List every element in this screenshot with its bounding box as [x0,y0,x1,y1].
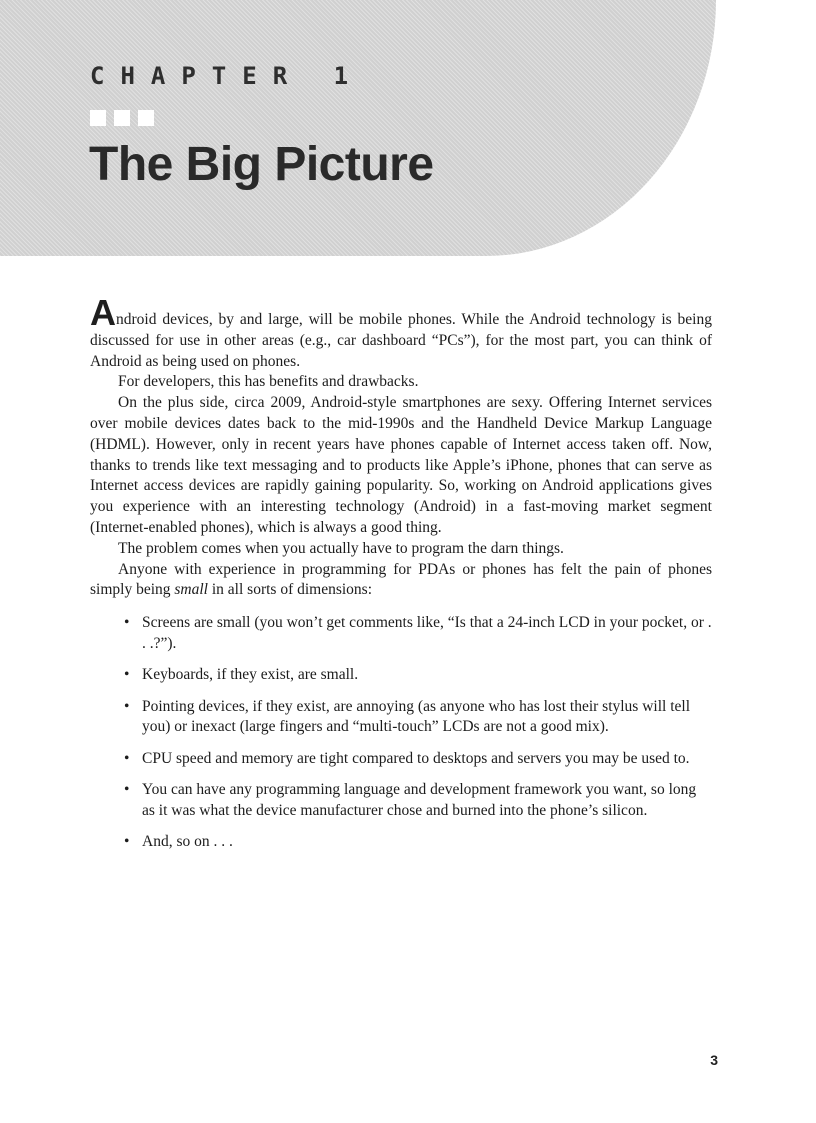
chapter-label: CHAPTER 1 [90,62,365,90]
ornament-square [138,110,154,126]
paragraph-intro-text: ndroid devices, by and large, will be mobile phones. While the Android technology is being discussed for use in other areas (e.g., car dashboard “PCs”), for the most part, you can think of Android as being used on phones. [90,311,712,370]
paragraph [90,560,712,602]
chapter-banner [0,0,716,256]
bullet-item: • And, so on . . . [90,832,712,853]
chapter-title: The Big Picture [89,138,434,191]
paragraph: The problem comes when you actually have to program the darn things. [118,539,564,557]
bullet-item: • Keyboards, if they exist, are small. [90,665,712,686]
chapter-body [90,292,712,863]
paragraph-intro [90,292,712,372]
bullet-item: • You can have any programming language and development framework you want, so long as it was what the device manufacturer chose and burned into the phone’s silicon. [90,780,712,822]
paragraph-text: Anyone with experience in programming for PDAs or phones has felt the pain of phones simply being [90,560,712,599]
bullet-item: • Screens are small (you won’t get comments like, “Is that a 24-inch LCD in your pocket, or . . .?”). [90,613,712,655]
bullet-item: • CPU speed and memory are tight compared to desktops and servers you may be used to. [90,749,712,770]
drop-cap: A [90,292,116,333]
chapter-ornament [90,110,154,126]
bullet-list [90,613,712,853]
bullet-item: • Pointing devices, if they exist, are annoying (as anyone who has lost their stylus will tell you) or inexact (large fingers and “multi-touch” LCDs are not a good mix). [90,697,712,739]
ornament-square [90,110,106,126]
paragraph: On the plus side, circa 2009, Android-style smartphones are sexy. Offering Internet services over mobile devices dates back to the mid-1990s and the Handheld Device Markup Language (HDML). However, only in recent years have phones capable of Internet access taken off. Now, thanks to trends like text messaging and to products like Apple’s iPhone, phones that can serve as Internet access devices are rapidly gaining popularity. So, working on Android applications gives you experience with an interesting technology (Android) in a fast-moving market segment (Internet-enabled phones), which is always a good thing. [90,394,712,536]
emphasis-text: small [174,581,208,599]
ornament-square [114,110,130,126]
page-number: 3 [710,1052,718,1068]
paragraph: For developers, this has benefits and drawbacks. [118,373,419,391]
paragraph-text: in all sorts of dimensions: [207,581,373,599]
